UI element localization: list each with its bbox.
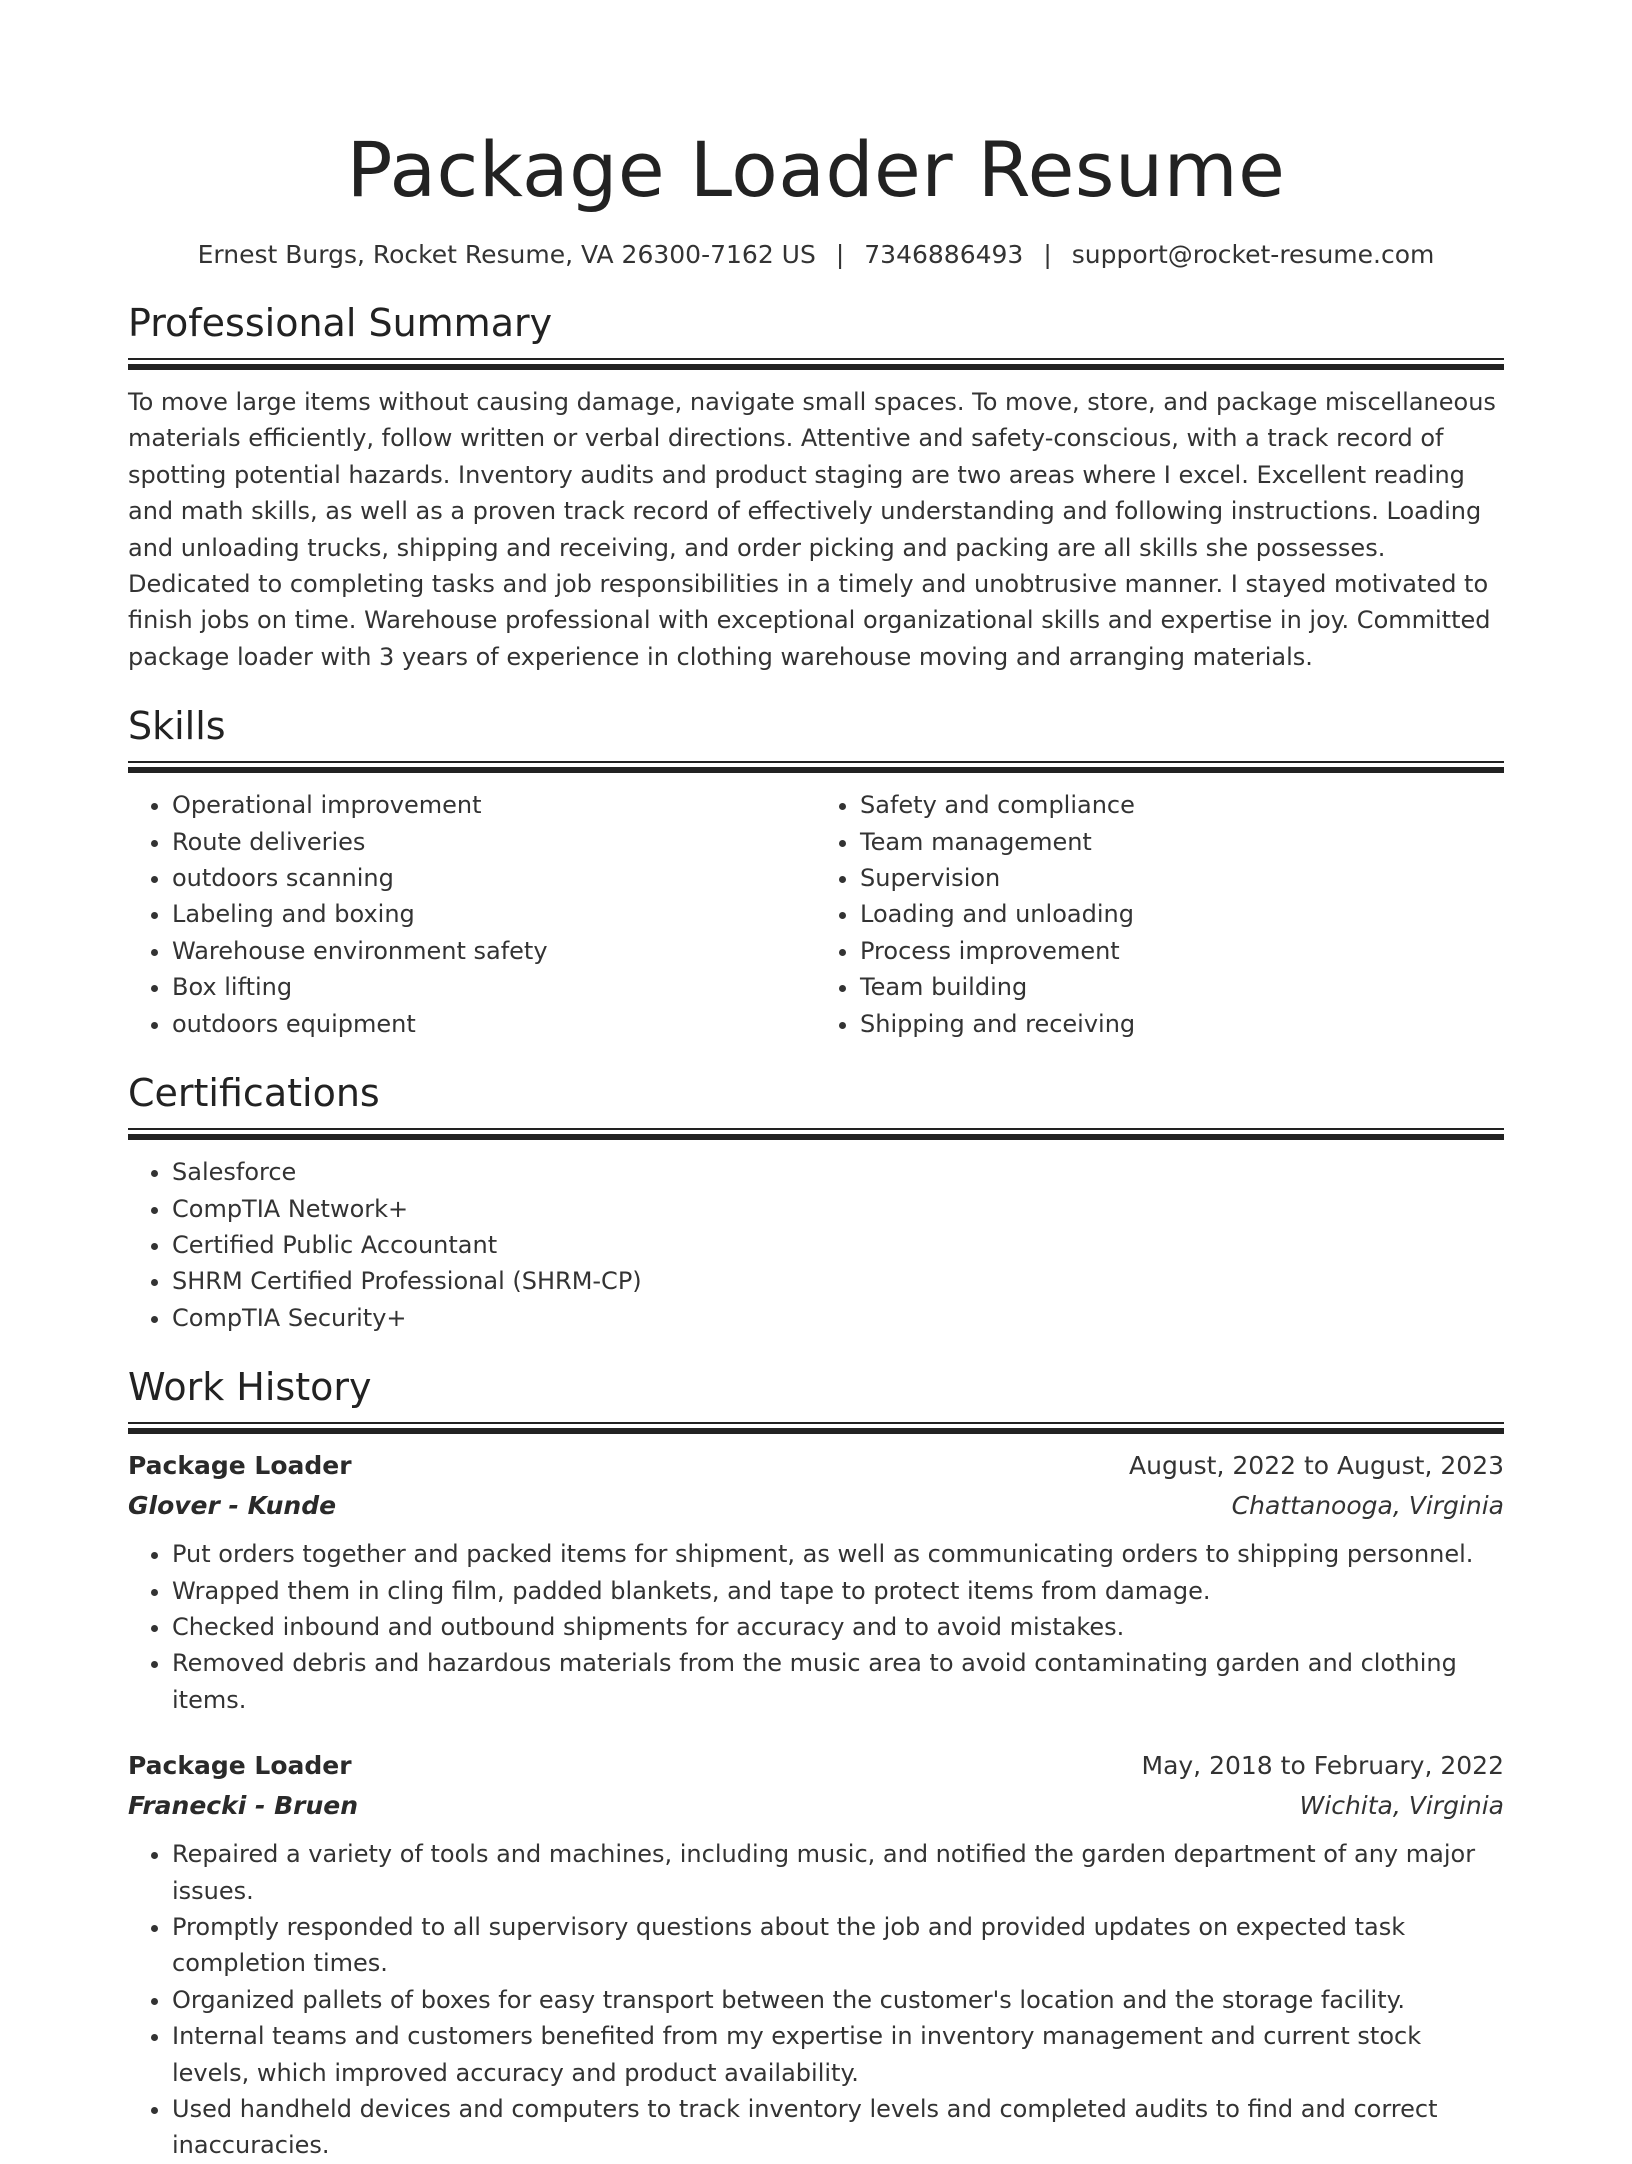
contact-email: support@rocket-resume.com: [1071, 240, 1435, 269]
job-duties-list: [128, 1536, 1504, 1718]
skill-item: • outdoors scanning: [172, 860, 816, 896]
job-duty-item: • Wrapped them in cling film, padded blankets, and tape to protect items from damage.: [172, 1573, 1504, 1609]
skill-item: • Process improvement: [860, 933, 1504, 969]
job-title: Package Loader: [128, 1751, 352, 1781]
certification-item: • Certified Public Accountant: [172, 1227, 1504, 1263]
contact-phone: 7346886493: [864, 240, 1024, 269]
skill-item: • Safety and compliance: [860, 787, 1504, 823]
section-divider: [128, 358, 1504, 374]
contact-separator: |: [835, 240, 845, 269]
skill-item: • Team building: [860, 969, 1504, 1005]
job-entry: [128, 1746, 1504, 2164]
job-entry: [128, 1446, 1504, 1718]
job-duty-item: • Promptly responded to all supervisory questions about the job and provided updates on expected task completion times.: [172, 1909, 1504, 1982]
skill-item: • Operational improvement: [172, 787, 816, 823]
certifications-list: [128, 1154, 1504, 1336]
skill-item: • Shipping and receiving: [860, 1006, 1504, 1042]
job-dates: May, 2018 to February, 2022: [1141, 1751, 1504, 1781]
section-heading-certifications: Certifications: [128, 1071, 380, 1116]
contact-address: Ernest Burgs, Rocket Resume, VA 26300-7162 US: [197, 240, 816, 269]
certifications-section: [128, 1068, 1504, 1336]
contact-separator: |: [1043, 240, 1052, 269]
section-heading-summary: Professional Summary: [128, 301, 553, 345]
job-duty-item: • Checked inbound and outbound shipments for accuracy and to avoid mistakes.: [172, 1609, 1504, 1645]
job-duty-item: • Put orders together and packed items for shipment, as well as communicating orders to shipping personnel.: [172, 1536, 1504, 1572]
job-location: Wichita, Virginia: [1299, 1791, 1504, 1821]
skill-item: • Box lifting: [172, 969, 816, 1005]
job-header: [128, 1746, 1504, 1786]
skills-section: [128, 701, 1504, 1042]
skill-item: • Team management: [860, 824, 1504, 860]
job-duty-item: • Repaired a variety of tools and machines, including music, and notified the garden department of any major issues.: [172, 1836, 1504, 1909]
job-duties-list: [128, 1836, 1504, 2164]
job-duty-item: • Used handheld devices and computers to track inventory levels and completed audits to find and correct inaccuracies.: [172, 2091, 1504, 2164]
certification-item: • CompTIA Security+: [172, 1300, 1504, 1336]
skill-item: • Route deliveries: [172, 824, 816, 860]
skill-item: • Loading and unloading: [860, 896, 1504, 932]
skill-item: • Labeling and boxing: [172, 896, 816, 932]
skills-columns: [128, 777, 1504, 1042]
section-heading-work-history: Work History: [128, 1365, 372, 1410]
job-header: [128, 1446, 1504, 1486]
section-divider: [128, 1422, 1504, 1438]
job-company: Franecki - Bruen: [128, 1791, 359, 1821]
job-duty-item: • Removed debris and hazardous materials from the music area to avoid contaminating garden and clothing items.: [172, 1645, 1504, 1718]
certification-item: • Salesforce: [172, 1154, 1504, 1190]
work-history-section: [128, 1362, 1504, 2164]
certification-item: • SHRM Certified Professional (SHRM-CP): [172, 1263, 1504, 1299]
skill-item: • outdoors equipment: [172, 1006, 816, 1042]
skill-item: • Warehouse environment safety: [172, 933, 816, 969]
section-divider: [128, 1128, 1504, 1144]
certification-item: • CompTIA Network+: [172, 1191, 1504, 1227]
job-company: Glover - Kunde: [128, 1491, 337, 1521]
section-divider: [128, 761, 1504, 777]
summary-text: To move large items without causing damage, navigate small spaces. To move, store, and package miscellaneous materials efficiently, follow written or verbal directions. Attentive and safety-conscious, with a track record of spotting potential hazards. Inventory audits and product staging are two areas where I excel. Excellent reading and math skills, as well as a proven track record of effectively understanding and following instructions. Loading and unloading trucks, shipping and receiving, and order picking and packing are all skills she possesses. Dedicated to completing tasks and job responsibilities in a timely and unobtrusive manner. I stayed motivated to finish jobs on time. Warehouse professional with exceptional organizational skills and expertise in joy. Committed package loader with 3 years of experience in clothing warehouse moving and arranging materials.: [128, 388, 1496, 671]
page-title: Package Loader Resume: [346, 125, 1286, 214]
job-subheader: [128, 1786, 1504, 1826]
contact-line: [128, 238, 1504, 272]
section-heading-skills: Skills: [128, 704, 226, 749]
job-dates: August, 2022 to August, 2023: [1129, 1451, 1504, 1481]
skills-list-right: [816, 787, 1504, 1042]
job-subheader: [128, 1486, 1504, 1526]
skill-item: • Supervision: [860, 860, 1504, 896]
job-duty-item: • Organized pallets of boxes for easy transport between the customer's location and the storage facility.: [172, 1982, 1504, 2018]
skills-list-left: [128, 787, 816, 1042]
job-location: Chattanooga, Virginia: [1231, 1491, 1504, 1521]
job-title: Package Loader: [128, 1451, 352, 1481]
summary-section: [128, 298, 1504, 675]
job-duty-item: • Internal teams and customers benefited from my expertise in inventory management and current stock levels, which improved accuracy and product availability.: [172, 2018, 1504, 2091]
